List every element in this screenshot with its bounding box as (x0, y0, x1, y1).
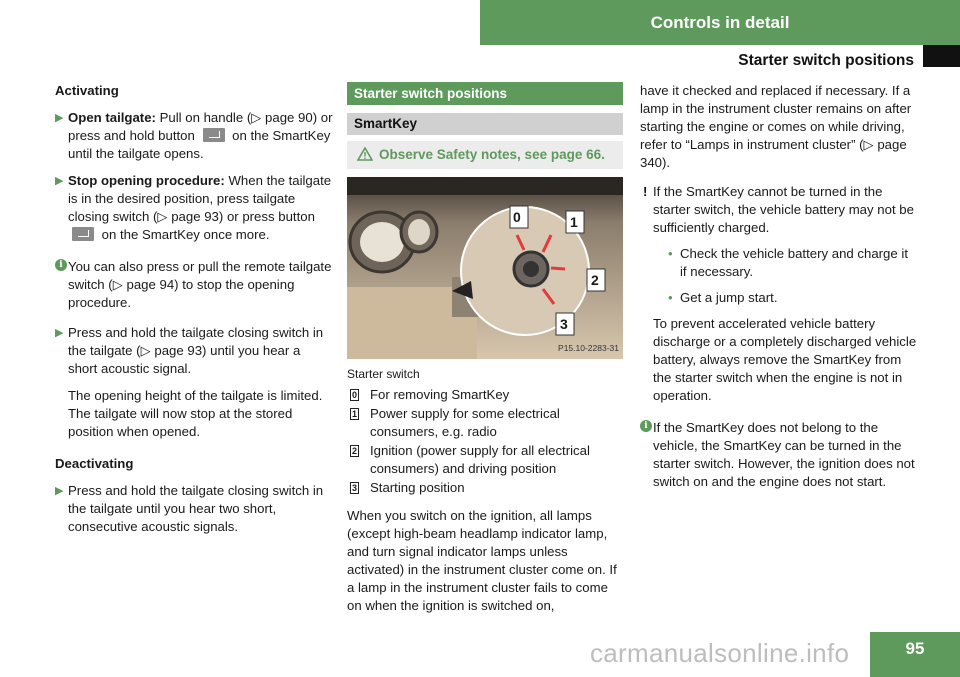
section-bar: Starter switch positions (347, 82, 623, 105)
tailgate-key-button-icon (203, 128, 225, 142)
warning-text: Observe Safety notes, see page 66. (379, 147, 605, 162)
info-note (55, 258, 333, 312)
warning-triangle-icon (357, 147, 373, 161)
caution-paragraph: To prevent accelerated vehicle battery discharge or a completely discharged vehicle battery, always remove the SmartKey from the starter switch when the engine is not in operation. (653, 316, 917, 403)
list-item (347, 405, 623, 441)
item-text: Starting position (370, 480, 465, 495)
text-run: on the SmartKey once more. (98, 227, 270, 242)
bullet-continuation: The opening height of the tailgate is limited. The tailgate will now stop at the stored position when opened. (68, 388, 323, 439)
photo-label-1: 1 (570, 214, 578, 230)
list-item (55, 324, 333, 441)
photo-label-2: 2 (591, 272, 599, 288)
photo-label-3: 3 (560, 316, 568, 332)
list-item (55, 482, 333, 536)
exclamation-icon: ! (643, 184, 648, 199)
item-text: Get a jump start. (680, 290, 778, 305)
subsection-header: Starter switch positions (738, 52, 914, 69)
arrow-icon: ▶ (55, 485, 64, 497)
list-item (55, 172, 333, 244)
photo-label-0: 0 (513, 209, 521, 225)
caution-note (640, 183, 918, 405)
stop-label: Stop opening procedure: (68, 173, 225, 188)
caution-text: If the SmartKey cannot be turned in the starter switch, the vehicle battery may not be sufficiently charged. (653, 184, 914, 235)
number-badge: 0 (351, 390, 357, 400)
page-number: 95 (870, 632, 960, 677)
arrow-icon: ▶ (55, 175, 64, 187)
text-run: When the tailgate is in the desired position, press tailgate closing switch (▷ page 93) or press button (68, 173, 332, 224)
item-text: Power supply for some electrical consumers, e.g. radio (370, 406, 560, 439)
activating-heading: Activating (55, 83, 119, 98)
column-middle (347, 82, 623, 626)
number-badge: 2 (351, 446, 357, 456)
info-icon: i (55, 259, 67, 271)
body-paragraph: When you switch on the ignition, all lamps (except high-beam headlamp indicator lamp, and turn signal indicator lamps unless activated) in the instrument cluster come on. If a lamp in the instrument cluster fails to come on when the ignition is switched on, (347, 508, 617, 613)
body-paragraph: have it checked and replaced if necessary. If a lamp in the instrument cluster remains on after starting the engine or comes on while driving, refer to “Lamps in instrument cluster” (▷ page 340). (640, 83, 912, 170)
arrow-icon: ▶ (55, 112, 64, 124)
text-run: or press and hold button (68, 110, 333, 143)
header-marker (923, 45, 960, 67)
figure-caption: Starter switch (347, 367, 420, 381)
column-right (640, 82, 918, 503)
page-ref-link[interactable]: ▷ page 90) (251, 110, 318, 125)
open-tailgate-label: Open tailgate: (68, 110, 156, 125)
list-item (55, 109, 333, 163)
watermark: carmanualsonline.info (590, 638, 850, 668)
text-run: Pull on handle ( (155, 110, 252, 125)
list-item (347, 442, 623, 478)
arrow-icon: ▶ (55, 327, 64, 339)
warning-box (347, 141, 623, 169)
list-item (653, 289, 918, 307)
item-text: Ignition (power supply for all electrical consumers) and driving position (370, 443, 590, 476)
info-icon: i (640, 420, 652, 432)
bullet-text: Press and hold the tailgate closing switch in the tailgate until you hear two short, consecutive acoustic signals. (68, 483, 324, 534)
list-item (653, 245, 918, 281)
info-text: If the SmartKey does not belong to the vehicle, the SmartKey can be turned in the starter switch. However, the ignition does not switch on and the engine does not start. (653, 420, 915, 489)
item-text: For removing SmartKey (370, 387, 510, 402)
bullet-text: Press and hold the tailgate closing switch in the tailgate (▷ page 93) until you hear a short acoustic signal. (68, 325, 324, 376)
info-text: You can also press or pull the remote tailgate switch (▷ page 94) to stop the opening procedure. (68, 259, 332, 310)
bullet-dot-icon: • (668, 246, 673, 261)
text-run: on the SmartKey until the tailgate opens. (68, 128, 331, 161)
list-item (347, 479, 623, 497)
column-left (55, 82, 333, 545)
number-badge: 3 (351, 483, 357, 493)
subsection-bar: SmartKey (347, 113, 623, 135)
deactivating-heading: Deactivating (55, 456, 134, 471)
list-item (347, 386, 623, 404)
section-header: Controls in detail (480, 0, 960, 45)
bullet-dot-icon: • (668, 290, 673, 305)
item-text: Check the vehicle battery and charge it if necessary. (680, 246, 908, 279)
info-note (640, 419, 918, 491)
photo-code: P15.10-2283-31 (558, 343, 619, 353)
number-badge: 1 (351, 409, 357, 419)
starter-switch-photo (347, 177, 623, 359)
tailgate-key-button-icon (72, 227, 94, 241)
